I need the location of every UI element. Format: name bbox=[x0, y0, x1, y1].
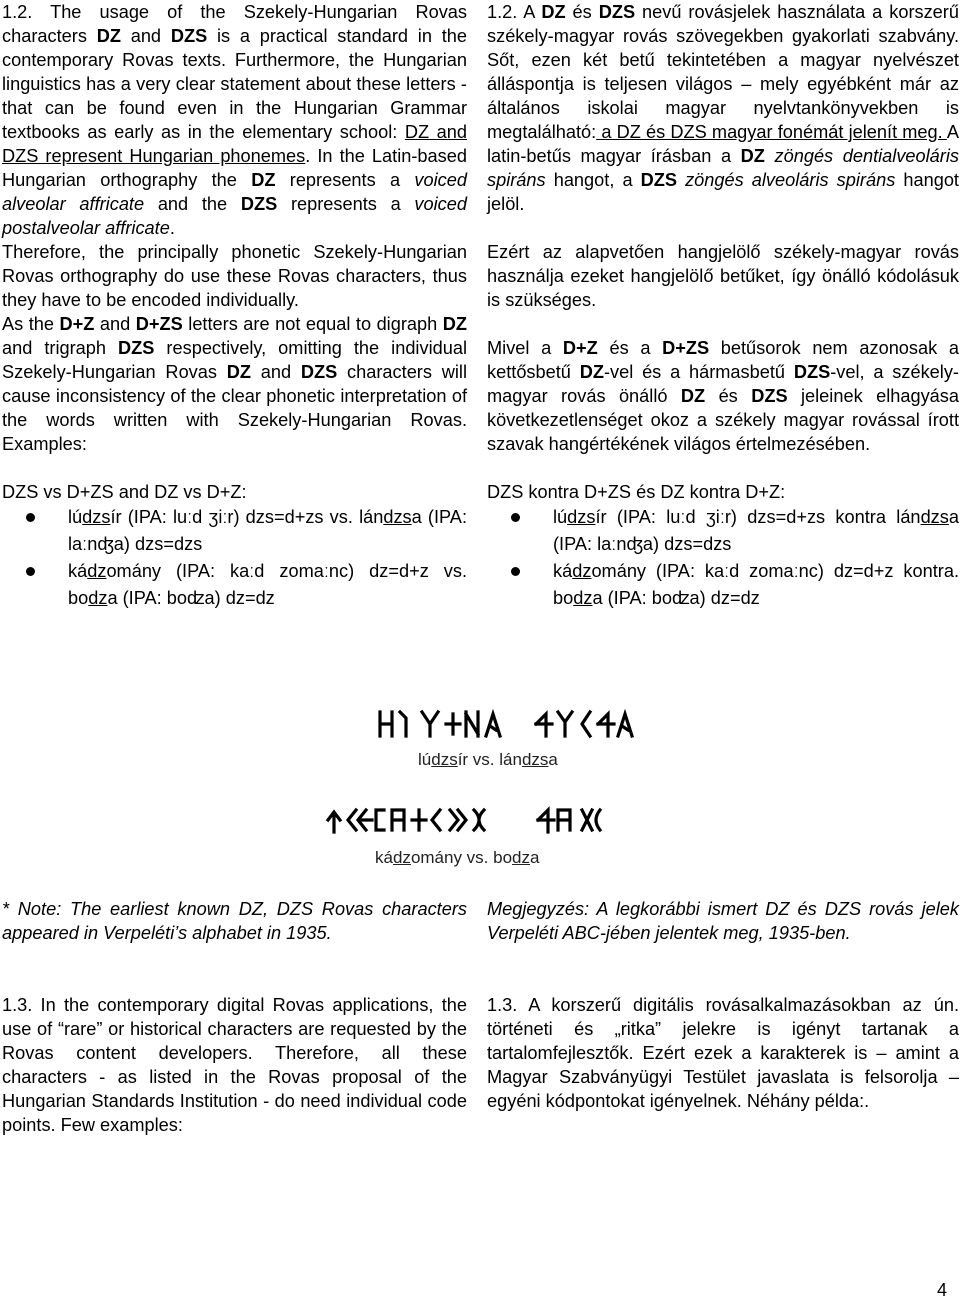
therefore-paragraph: Therefore, the principally phonetic Szekely-Hungarian Rovas orthography do use these Rovas characters, thus they have to be encoded individually. bbox=[2, 242, 467, 310]
list-item: lúdzsír (IPA: luːd ʒiːr) dzs=d+zs vs. lándzsa (IPA: laːnʤa) dzs=dzs bbox=[2, 504, 467, 558]
underlined-statement: a DZ és DZS magyar fonémát jelenít meg. bbox=[596, 122, 947, 142]
page-number: 4 bbox=[937, 1280, 948, 1300]
rovas-examples-figure bbox=[300, 700, 660, 880]
section-1-3-paragraph: 1.3. In the contemporary digital Rovas applications, the use of “rare” or historical characters are requested by the Rovas content developers. Therefore, all these characters - as listed in the Rovas proposal of the Hungarian Standards Institution - do need individual code points. Few examples: bbox=[2, 995, 467, 1135]
examples-list bbox=[487, 504, 959, 612]
section-1-2-paragraph: 1.2. A DZ és DZS nevű rovásjelek használata a korszerű székely-magyar rovás szövegekben gyakorlati szabvány. Sőt, ezen két betű tekintetében a magyar nyelvészet álláspontja is teljesen világos – mely egyébként már az általános iskolai magyar nyelvtankönyvekben is megtalálható: a DZ és DZS magyar fonémát jelenít meg. A latin-betűs magyar írásban a DZ zöngés dentialveoláris spiráns hangot, a DZS zöngés alveoláris spiráns hangot jelöl. bbox=[487, 2, 959, 214]
examples-heading: DZS kontra D+ZS és DZ kontra D+Z: bbox=[487, 482, 786, 502]
hungarian-column bbox=[487, 0, 959, 612]
list-item: kádzomány (IPA: kaːd zomaːnc) dz=d+z vs. bodza (IPA: boʣa) dz=dz bbox=[2, 558, 467, 612]
digraph-paragraph: As the D+Z and D+ZS letters are not equal to digraph DZ and trigraph DZS respectively, omitting the individual Szekely-Hungarian Rovas DZ and DZS characters will cause inconsistency of the clear phonetic interpretation of the words written with Szekely-Hungarian Rovas. Examples: bbox=[2, 314, 467, 454]
earliest-known-note: Megjegyzés: A legkorábbi ismert DZ és DZS rovás jelek Verpeléti ABC-jében jelentek meg, 1935-ben. bbox=[487, 899, 959, 943]
section-1-3-paragraph: 1.3. A korszerű digitális rovásalkalmazásokban az ún. történeti és „ritka” jelekre is igényt tartanak a tartalomfejlesztők. Ezért ezek a karakterek is – amint a Magyar Szabványügyi Testület javaslata is felsorolja – egyéni kódpontokat igényelnek. Néhány példa:. bbox=[487, 995, 959, 1111]
figure-caption-1: lúdzsír vs. lándzsa bbox=[418, 750, 558, 769]
list-item: lúdzsír (IPA: luːd ʒiːr) dzs=d+zs kontra lándzsa (IPA: laːnʤa) dzs=dzs bbox=[487, 504, 959, 558]
list-item: kádzomány (IPA: kaːd zomaːnc) dz=d+z kontra. bodza (IPA: boʣa) dz=dz bbox=[487, 558, 959, 612]
digraph-paragraph: Mivel a D+Z és a D+ZS betűsorok nem azonosak a kettősbetű DZ-vel és a hármasbetű DZS-vel, a székely-magyar rovás önálló DZ és DZS jeleinek elhagyása következetlenséget okoz a székely magyar rovással írott szavak hangértékének világos értelmezésében. bbox=[487, 338, 960, 454]
section-1-2-paragraph: 1.2. The usage of the Szekely-Hungarian Rovas characters DZ and DZS is a practical standard in the contemporary Rovas texts. Furthermore, the Hungarian linguistics has a very clear statement about these letters - that can be found even in the Hungarian Grammar textbooks as early as in the elementary school: DZ and DZS represent Hungarian phonemes. In the Latin-based Hungarian orthography the DZ represents a voiced alveolar affricate and the DZS represents a voiced postalveolar affricate. bbox=[2, 2, 468, 238]
therefore-paragraph: Ezért az alapvetően hangjelölő székely-magyar rovás használja ezeket hangjelölő betűket, így önálló kódolásuk is szükséges. bbox=[487, 242, 959, 310]
examples-heading: DZS vs D+ZS and DZ vs D+Z: bbox=[2, 482, 247, 502]
rovas-glyphs-row-2 bbox=[300, 802, 660, 842]
english-column bbox=[2, 0, 467, 612]
rovas-glyphs-row-1 bbox=[300, 706, 660, 746]
earliest-known-note: * Note: The earliest known DZ, DZS Rovas characters appeared in Verpeléti’s alphabet in 1935. bbox=[2, 899, 467, 943]
examples-list bbox=[2, 504, 467, 612]
figure-caption-2: kádzomány vs. bodza bbox=[375, 848, 540, 867]
underlined-statement: DZ and DZS represent Hungarian phonemes bbox=[2, 122, 467, 166]
